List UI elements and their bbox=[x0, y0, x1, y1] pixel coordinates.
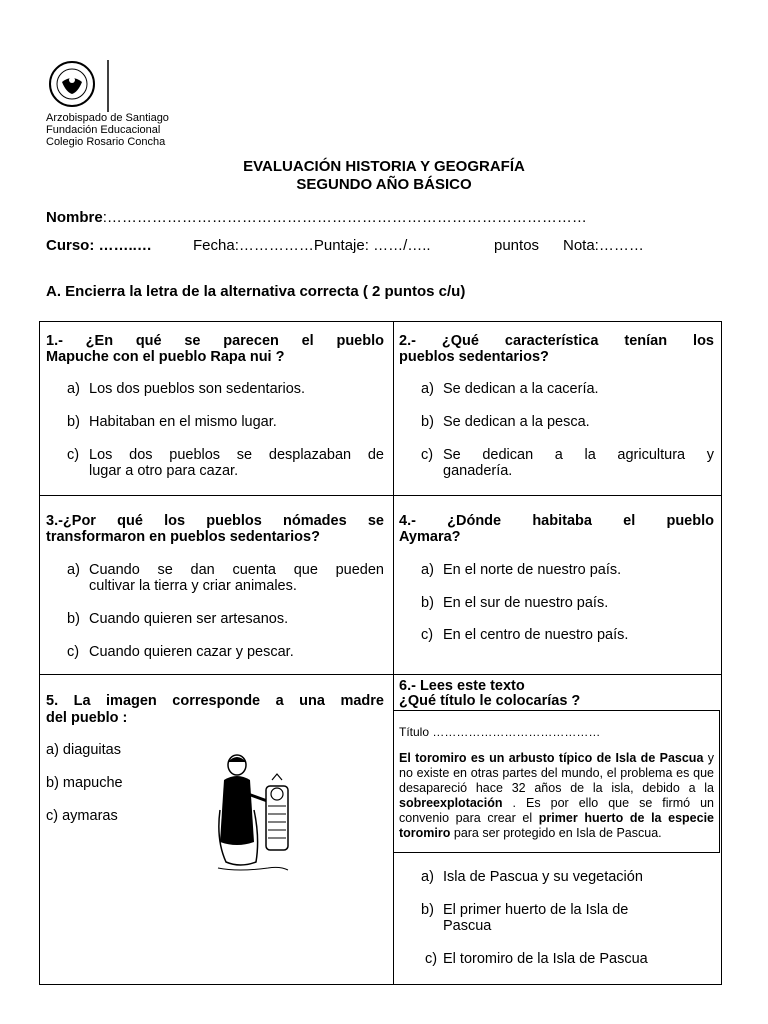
mother-carrying-baby-icon bbox=[210, 750, 310, 876]
q2-option-b-letter: b) bbox=[421, 414, 434, 430]
page-subtitle: SEGUNDO AÑO BÁSICO bbox=[296, 176, 472, 193]
q3-option-a[interactable] bbox=[67, 562, 384, 594]
question-1-line-2: Mapuche con el pueblo Rapa nui ? bbox=[46, 349, 285, 365]
q3-option-c[interactable] bbox=[67, 644, 384, 660]
nota-field[interactable]: Nota:……… bbox=[563, 237, 644, 254]
institution-line-3: Colegio Rosario Concha bbox=[46, 136, 166, 148]
school-logo bbox=[48, 58, 110, 114]
question-6-line-2: ¿Qué título le colocarías ? bbox=[399, 693, 581, 709]
q6-option-b[interactable] bbox=[421, 902, 714, 934]
reading-text-part-2: y no existe en otras partes del mundo, el problema es que desapareció hace 32 años de la isla, debido a la bbox=[399, 751, 714, 795]
q1-option-c-text-1: Los dos pueblos se desplazaban de bbox=[89, 447, 384, 463]
q1-option-c-text-2: lugar a otro para cazar. bbox=[89, 463, 239, 479]
q6-option-a-text: Isla de Pascua y su vegetación bbox=[443, 869, 643, 885]
curso-label: Curso: bbox=[46, 237, 95, 254]
q3-option-c-letter: c) bbox=[67, 644, 80, 660]
q4-option-c-letter: c) bbox=[421, 627, 434, 643]
q4-option-b-letter: b) bbox=[421, 595, 434, 611]
nombre-label: Nombre bbox=[46, 209, 103, 226]
question-6-line-1: 6.- Lees este texto bbox=[399, 678, 525, 694]
q3-option-b-text: Cuando quieren ser artesanos. bbox=[89, 611, 289, 627]
q1-option-c-letter: c) bbox=[67, 447, 80, 463]
nombre-blank: :…………………………………………………………………………………… bbox=[102, 209, 587, 226]
institution-line-1: Arzobispado de Santiago bbox=[46, 112, 169, 124]
curso-field[interactable] bbox=[46, 237, 152, 254]
q3-option-a-letter: a) bbox=[67, 562, 80, 578]
title-blank[interactable]: Título …………………………………… bbox=[399, 725, 601, 739]
q2-option-c-letter: c) bbox=[421, 447, 434, 463]
q6-option-b-text-2: Pascua bbox=[443, 918, 492, 934]
reading-text bbox=[399, 751, 714, 841]
q2-option-c-text-2: ganadería. bbox=[443, 463, 513, 479]
q1-option-c[interactable] bbox=[67, 447, 384, 479]
q2-option-c-text-1: Se dedican a la agricultura y bbox=[443, 447, 714, 463]
q6-option-c-text: El toromiro de la Isla de Pascua bbox=[443, 951, 648, 967]
question-5-line-1: 5. La imagen corresponde a una madre bbox=[46, 693, 384, 709]
q6-option-b-text-1: El primer huerto de la Isla de bbox=[443, 902, 629, 918]
question-4-line-1: 4.- ¿Dónde habitaba el pueblo bbox=[399, 513, 714, 529]
q4-option-b-text: En el sur de nuestro país. bbox=[443, 595, 609, 611]
q6-option-a[interactable] bbox=[421, 869, 714, 885]
q3-option-a-text-2: cultivar la tierra y criar animales. bbox=[89, 578, 297, 594]
q1-option-b-text: Habitaban en el mismo lugar. bbox=[89, 414, 277, 430]
q4-option-a[interactable] bbox=[421, 562, 714, 578]
q1-option-b[interactable] bbox=[67, 414, 384, 430]
nombre-field[interactable] bbox=[46, 209, 587, 226]
q2-option-c[interactable] bbox=[421, 447, 714, 479]
q5-option-a[interactable]: a) diaguitas bbox=[46, 742, 121, 758]
question-4-line-2: Aymara? bbox=[399, 529, 461, 545]
question-2-line-1: 2.- ¿Qué característica tenían los bbox=[399, 333, 714, 349]
curso-blank: ……..… bbox=[98, 237, 152, 254]
column-divider bbox=[393, 322, 394, 984]
q2-option-a-letter: a) bbox=[421, 381, 434, 397]
q4-option-a-letter: a) bbox=[421, 562, 434, 578]
q2-option-b-text: Se dedican a la pesca. bbox=[443, 414, 590, 430]
q4-option-b[interactable] bbox=[421, 595, 714, 611]
q6-option-a-letter: a) bbox=[421, 869, 434, 885]
question-2-line-2: pueblos sedentarios? bbox=[399, 349, 549, 365]
q4-option-c-text: En el centro de nuestro país. bbox=[443, 627, 629, 643]
reading-text-part-6: para ser protegido en Isla de Pascua. bbox=[450, 826, 662, 840]
q2-option-a[interactable] bbox=[421, 381, 714, 397]
row-divider-2 bbox=[40, 674, 721, 675]
institution-line-2: Fundación Educacional bbox=[46, 124, 161, 136]
reading-text-part-3: sobreexplotación bbox=[399, 796, 503, 810]
q1-option-a-letter: a) bbox=[67, 381, 80, 397]
q6-option-b-letter: b) bbox=[421, 902, 434, 918]
question-5-line-2: del pueblo : bbox=[46, 710, 128, 726]
q5-option-c[interactable]: c) aymaras bbox=[46, 808, 118, 824]
fecha-puntaje-field[interactable]: Fecha:……………Puntaje: ……/….. bbox=[193, 237, 431, 254]
page-title: EVALUACIÓN HISTORIA Y GEOGRAFÍA bbox=[243, 158, 525, 175]
reading-text-part-1: El toromiro es un arbusto típico de Isla de Pascua bbox=[399, 751, 704, 765]
reading-text-part-5: primer huerto de la especie toromiro bbox=[399, 811, 714, 840]
q2-option-b[interactable] bbox=[421, 414, 714, 430]
q5-option-b[interactable]: b) mapuche bbox=[46, 775, 123, 791]
section-a-instruction: A. Encierra la letra de la alternativa correcta ( 2 puntos c/u) bbox=[46, 283, 466, 300]
reading-text-box bbox=[393, 710, 720, 853]
question-3-line-1: 3.-¿Por qué los pueblos nómades se bbox=[46, 513, 384, 529]
q3-option-a-text-1: Cuando se dan cuenta que pueden bbox=[89, 562, 384, 578]
q6-option-c-letter: c) bbox=[425, 951, 438, 967]
q6-option-c[interactable] bbox=[425, 951, 718, 967]
question-1-line-1: 1.- ¿En qué se parecen el pueblo bbox=[46, 333, 384, 349]
q2-option-a-text: Se dedican a la cacería. bbox=[443, 381, 599, 397]
row-divider-1 bbox=[40, 495, 721, 496]
q1-option-a-text: Los dos pueblos son sedentarios. bbox=[89, 381, 306, 397]
q4-option-a-text: En el norte de nuestro país. bbox=[443, 562, 622, 578]
reading-text-part-4: . Es por ello que se firmó un convenio para crear el bbox=[399, 796, 714, 825]
q1-option-b-letter: b) bbox=[67, 414, 80, 430]
q3-option-b-letter: b) bbox=[67, 611, 80, 627]
q1-option-a[interactable] bbox=[67, 381, 384, 397]
question-3-line-2: transformaron en pueblos sedentarios? bbox=[46, 529, 320, 545]
q3-option-b[interactable] bbox=[67, 611, 384, 627]
q3-option-c-text: Cuando quieren cazar y pescar. bbox=[89, 644, 294, 660]
q4-option-c[interactable] bbox=[421, 627, 714, 643]
puntos-label: puntos bbox=[494, 237, 540, 254]
